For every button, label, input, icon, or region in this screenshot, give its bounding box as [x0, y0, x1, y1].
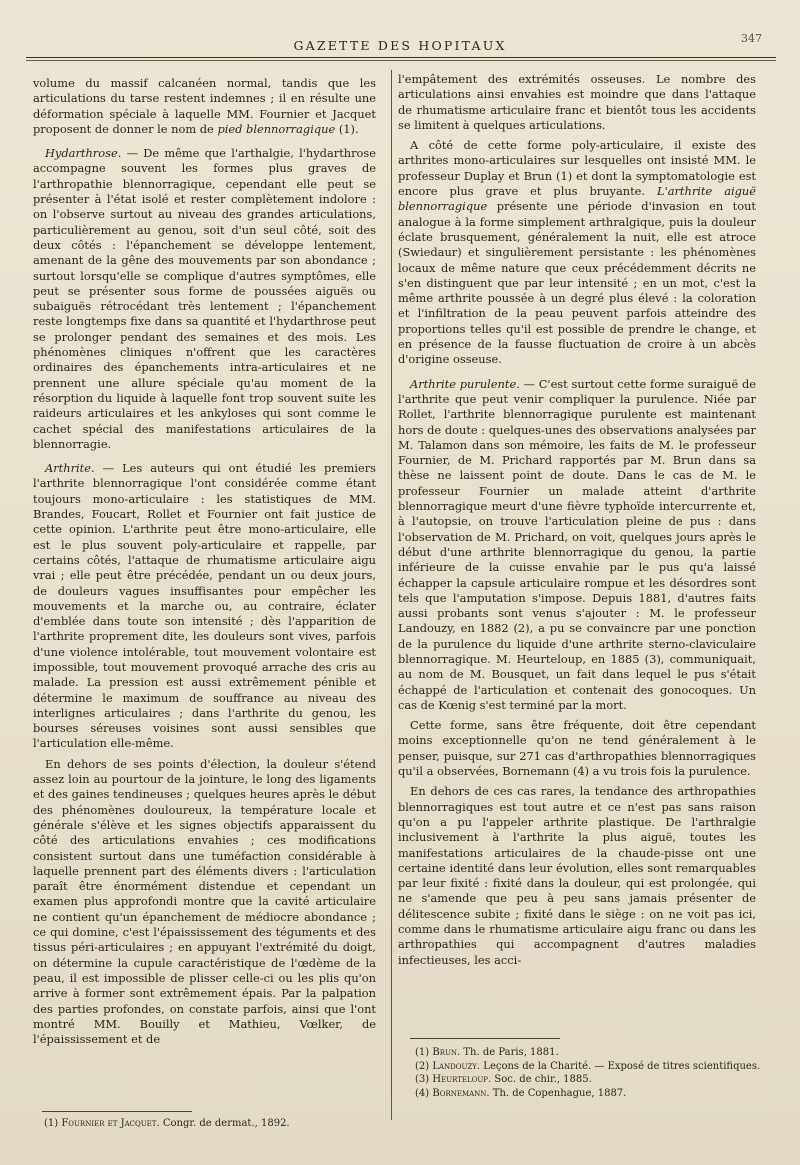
paragraph-text: — De même que l'arthalgie, l'hydarthrose accompagne souvent les formes plus graves de l'arthropathie blennorragique, cependant elle peut se présenter à l'état isolé et rester complètement indolore : on l'observe surtout au niveau des grandes articulations, particulièrement au genou, soit d'un seul côté, soit des deux côtés : l'épanchement se développe lentement, amenant de la gêne des mouvements par son abondance ; surtout lorsqu'elle se complique d'autres symptômes, elle peut se présenter sous forme de poussées aiguës ou subaiguës rétrocédant très lentement ; l'épanchement reste longtemps fixe dans sa quantité et l'hydarthrose peut se prolonger pendant des semaines et des mois. Les phénomènes cliniques n'offrent que les caractères ordinaires des épanchements intra-articulaires et ne prennent une allure spéciale qu'au moment de la résorption du liquide à laquelle font trop souvent suite les raideurs articulaires et les ankyloses qui sont comme le cachet spécial des manifestations articulaires de la blennorragie. [33, 146, 377, 451]
footnote-rule [42, 1111, 192, 1112]
paragraph [33, 757, 376, 1048]
footnote-text: Th. de Paris, 1881. [463, 1047, 559, 1058]
footnote-author: Brun. [432, 1047, 461, 1058]
italic-term: L'arthrite aiguë blennorragique [398, 184, 756, 214]
footnote-number: (1) [415, 1047, 430, 1058]
footnote [44, 1117, 290, 1131]
footnote [415, 1060, 760, 1074]
footnote-text: Congr. de dermat., 1892. [162, 1118, 290, 1129]
footnote [415, 1046, 760, 1060]
italic-term: pied blennorragique [217, 121, 336, 136]
paragraph-text: En dehors de ces cas rares, la tendance des arthropathies blennorragiques est tout autre et ce n'est pas sans raison qu'on a pu l'appeler arthrite plastique. De l'arthralgie inclusivement à l'arthrite la plus aiguë, toutes les manifestations articulaires de la chaude-pisse ont une certaine identité dans leur évolution, elles sont remarquables par leur fixité : fixité dans la douleur, qui est prolongée, qui ne s'amende que peu à peu sans jamais présenter de délitescence subite ; fixité dans le siège : on ne voit pas ici, comme dans le rhumatisme articulaire aigu franc ou dans les arthropathies qui accompagnent d'autres maladies infectieuses, les acci- [398, 784, 756, 967]
paragraph-arthrite [33, 461, 376, 752]
footnote-author: Fournier et Jacquet. [61, 1118, 160, 1129]
footnote-rule [410, 1038, 560, 1039]
paragraph [398, 718, 756, 779]
footnote-author: Heurteloup. [432, 1074, 492, 1085]
page-number: 347 [741, 32, 762, 45]
paragraph-text: — Les auteurs qui ont étudié les premiers l'arthrite blennorragique l'ont considérée comme étant toujours mono-articulaire : les statistiques de MM. Brandes, Foucart, Rollet et Fournier ont fait justice de cette opinion. L'arthrite peut être mono-articulaire, elle est le plus souvent poly-articulaire et rappelle, par certains côtés, l'attaque de rhumatisme articulaire aigu vrai ; elle peut être précédée, pendant un ou deux jours, de douleurs vagues insuffisantes pour empêcher les mouvements et la marche ou, au contraire, éclater d'emblée dans toute son intensité ; dès l'apparition de l'arthrite proprement dite, les douleurs sont vives, parfois d'une violence intolérable, tout mouvement volontaire est impossible, tout mouvement provoqué arrache des cris au malade. La pression est aussi extrêmement pénible et détermine le maximum de souffrance au niveau des interlignes articulaires ; dans l'arthrite du genou, les bourses séreuses voisines sont aussi sensibles que l'articulation elle-même. [33, 461, 376, 751]
paragraph-text: A côté de cette forme poly-articulaire, il existe des arthrites mono-articulaires sur lesquelles ont insisté MM. le professeur Duplay et Brun (1) et dont la symptomatologie est encore plus grave et plus bruyante. [398, 138, 756, 199]
page-header-title: GAZETTE DES HOPITAUX [293, 38, 507, 53]
header-rule [26, 57, 776, 58]
section-heading: Arthrite purulente. [410, 376, 520, 391]
footnote-author: Bornemann. [432, 1087, 490, 1099]
footnote-number: (2) [415, 1060, 430, 1072]
paragraph-text: l'empâtement des extrémités osseuses. Le nombre des articulations ainsi envahies est moindre que dans l'attaque de rhumatisme articulaire franc et bientôt tous les accidents se limitent à quelques articulations. [398, 72, 756, 132]
section-heading: Hydarthrose. [45, 146, 122, 161]
left-column [33, 76, 376, 1052]
left-footnotes [44, 1117, 290, 1131]
paragraph [398, 138, 756, 367]
header-rule-secondary [26, 60, 776, 61]
right-footnotes [415, 1046, 760, 1100]
section-heading: Arthrite. [45, 461, 95, 476]
footnote [415, 1073, 760, 1087]
footnote-number: (3) [415, 1074, 430, 1085]
column-divider [391, 70, 392, 1120]
right-column [398, 72, 756, 973]
paragraph-arthrite-purulente [398, 377, 756, 714]
paragraph-text: volume du massif calcanéen normal, tandis que les articulations du tarse restent indemnes ; il en résulte une déformation spéciale à laquelle MM. Fournier et Jacquet proposent de donner le nom de [33, 76, 376, 136]
footnote-ref: (1). [338, 121, 359, 136]
paragraph-hydarthrose [33, 146, 376, 452]
paragraph [398, 72, 756, 133]
paragraph-text: — C'est surtout cette forme suraiguë de l'arthrite que peut venir compliquer la purulence. Niée par Rollet, l'arthrite blennorragique purulente est maintenant hors de doute : quelques-unes des observations analysées par M. Talamon dans son mémoire, les faits de M. le professeur Fournier, de M. Prichard rapportés par M. Brun dans sa thèse ne laissent point de doute. Dans le cas de M. le professeur Fournier un malade atteint d'arthrite blennorragique meurt d'une fièvre typhoïde intercurrente et, à l'autopsie, on trouve l'articulation pleine de pus : dans l'observation de M. Prichard, on voit, quelques jours après le début d'une arthrite blennorragique du genou, la partie inférieure de la cuisse envahie par le pus qu'a laissé échapper la capsule articulaire rompue et les désordres sont tels que l'amputation s'impose. Depuis 1881, d'autres faits aussi probants sont venus s'ajouter : M. le professeur Landouzy, en 1882 (2), a pu se convaincre par une ponction de la purulence du liquide d'une arthrite sterno-claviculaire blennorragique. M. Heurteloup, en 1885 (3), communiquait, au nom de M. Bousquet, un fait dans lequel le pus s'était échappé de l'articulation et contenait des gonocoques. Un cas de Kœnig s'est terminé par la mort. [398, 376, 757, 712]
paragraph-text: Cette forme, sans être fréquente, doit être cependant moins exceptionnelle qu'on ne tend généralement à le penser, puisque, sur 271 cas d'arthropathies blennorragiques qu'il a observées, Bornemann (4) a vu trois fois la purulence. [398, 718, 756, 779]
footnote-number: (4) [415, 1087, 430, 1099]
footnote-text: Soc. de chir., 1885. [494, 1074, 592, 1085]
footnote-text: Th. de Copenhague, 1887. [492, 1087, 627, 1099]
paragraph [33, 76, 376, 137]
paragraph-text: présente une période d'invasion en tout analogue à la forme simplement arthralgique, puis la douleur éclate brusquement, généralement la nuit, elle est atroce (Swiedaur) et singulièrement persistante : les phénomènes locaux de même nature que ceux précédemment décrits ne s'en distinguent que par leur intensité ; en un mot, c'est la même arthrite poussée à un degré plus élevé : la coloration et l'infiltration de la peau peuvent parfois atteindre des proportions telles qu'il est possible de prendre le change, et en présence de la fausse fluctuation de croire à un abcès d'origine osseuse. [398, 199, 757, 367]
footnote-text: Leçons de la Charité. — Exposé de titres scientifiques. [483, 1060, 761, 1072]
paragraph-text: En dehors de ses points d'élection, la douleur s'étend assez loin au pourtour de la jointure, le long des ligaments et des gaines tendineuses ; quelques heures après le début des phénomènes douloureux, la température locale et générale s'élève et les signes objectifs apparaissent du côté des articulations envahies ; ces modifications consistent surtout dans une tuméfaction considérable à laquelle prennent part des éléments divers : l'articulation paraît être énormément distendue et cependant un examen plus approfondi montre que la cavité articulaire ne contient qu'un épanchement de médiocre abondance ; ce qui domine, c'est l'épaississement des téguments et des tissus péri-articulaires ; en appuyant l'extrémité du doigt, on détermine la cupule caractéristique de l'œdème de la peau, il est impossible de plisser celle-ci ou les plis qu'on arrive à former sont extrêmement épais. Par la palpation des parties profondes, on constate parfois, ainsi que l'ont montré MM. Bouilly et Mathieu, Vœlker, de l'épaississement et de [33, 756, 376, 1047]
footnote-number: (1) [44, 1118, 59, 1129]
footnote-author: Landouzy. [432, 1060, 481, 1072]
footnote [415, 1087, 760, 1101]
paragraph [398, 784, 756, 968]
